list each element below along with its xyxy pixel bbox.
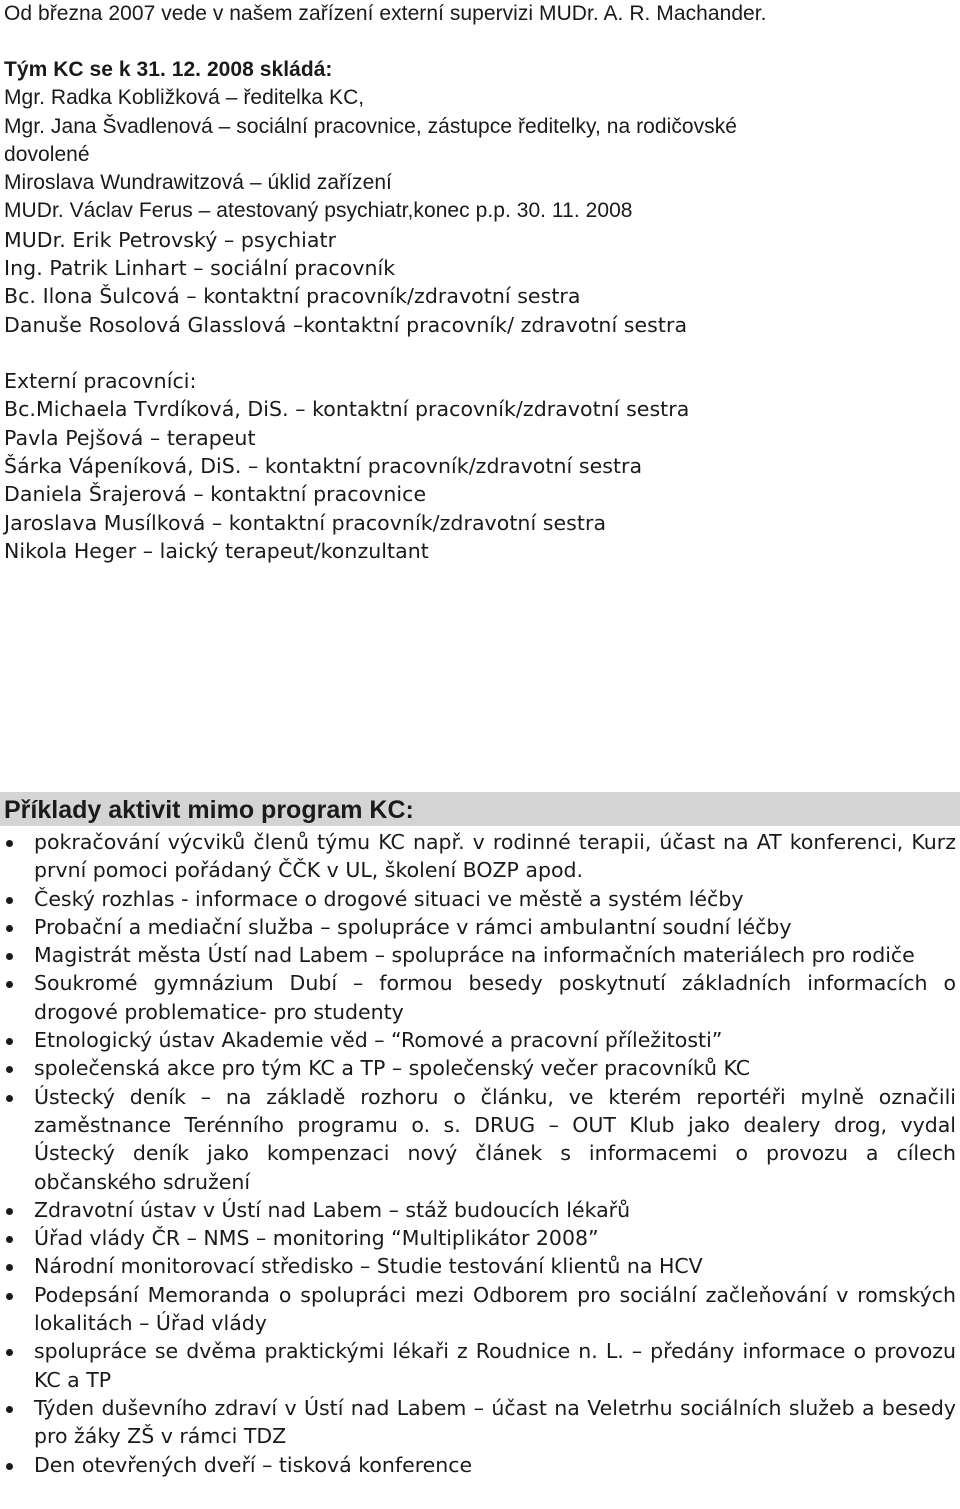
list-item [0,941,960,969]
team-line: Mgr. Radka Kobližková – ředitelka KC, [4,86,365,109]
team-line: dovolené [4,143,90,166]
list-item-text: Český rozhlas - informace o drogové situaci ve městě a systém léčby [34,886,744,911]
list-item [0,1451,960,1479]
bullet-icon [6,1066,13,1073]
bullet-icon [6,925,13,932]
external-line: Pavla Pejšová – terapeut [4,426,256,450]
team-line: Danuše Rosolová Glasslová –kontaktní pracovník/ zdravotní sestra [4,313,688,337]
bullet-icon [6,1208,13,1215]
list-item [0,885,960,913]
bullet-icon [6,1264,13,1271]
bullet-icon [6,1236,13,1243]
bullet-icon [6,1095,13,1102]
list-item [0,1196,960,1224]
bullet-icon [6,897,13,904]
team-line: MUDr. Václav Ferus – atestovaný psychiatr,konec p.p. 30. 11. 2008 [4,199,633,222]
team-line: Mgr. Jana Švadlenová – sociální pracovnice, zástupce ředitelky, na rodičovské [4,115,738,138]
list-item [0,1026,960,1054]
list-item [0,1281,960,1338]
list-item-text: Probační a mediační služba – spolupráce v rámci ambulantní soudní léčby [34,914,792,939]
list-item [0,1252,960,1280]
external-line: Nikola Heger – laický terapeut/konzultant [4,539,429,563]
team-heading: Tým KC se k 31. 12. 2008 skládá: [4,58,333,81]
list-item-text: spolupráce se dvěma praktickými lékaři z Roudnice n. L. – předány informace o provozu KC a TP [34,1339,956,1392]
external-heading: Externí pracovníci: [4,369,197,393]
team-line: MUDr. Erik Petrovský – psychiatr [4,228,337,252]
list-item-text: Magistrát města Ústí nad Labem – spolupráce na informačních materiálech pro rodiče [34,943,915,968]
bullet-icon [6,1293,13,1300]
list-item-text: Zdravotní ústav v Ústí nad Labem – stáž budoucích lékařů [34,1197,631,1222]
list-item [0,828,960,885]
external-line: Šárka Vápeníková, DiS. – kontaktní pracovník/zdravotní sestra [4,454,643,478]
list-item [0,969,960,1026]
list-item-text: Národní monitorovací středisko – Studie testování klientů na HCV [34,1254,703,1279]
bullet-icon [6,1463,13,1470]
bullet-icon [6,1406,13,1413]
list-item [0,1083,960,1196]
bullet-icon [6,1349,13,1356]
list-item-text: společenská akce pro tým KC a TP – společenský večer pracovníků KC [34,1056,751,1081]
activities-list [0,828,960,1479]
list-item-text: Den otevřených dveří – tisková konference [34,1452,473,1477]
external-line: Jaroslava Musílková – kontaktní pracovník/zdravotní sestra [4,511,607,535]
list-item-text: Podepsání Memoranda o spolupráci mezi Odborem pro sociální začleňování v romských lokalitách – Úřad vlády [34,1282,956,1336]
list-item [0,913,960,941]
team-line: Miroslava Wundrawitzová – úklid zařízení [4,171,392,194]
list-item-text: Týden duševního zdraví v Ústí nad Labem – účast na Veletrhu sociálních služeb a besedy pro žáky ZŠ v rámci TDZ [34,1395,956,1449]
team-line: Bc. Ilona Šulcová – kontaktní pracovník/zdravotní sestra [4,284,581,308]
list-item [0,1394,960,1451]
activities-heading: Příklady aktivit mimo program KC: [4,796,414,824]
list-item-text: pokračování výcviků členů týmu KC např. v rodinné terapii, účast na AT konferenci, Kurz první pomoci pořádaný ČČK v UL, školení BOZP apod. [34,830,956,883]
bullet-icon [6,953,13,960]
list-item-text: Etnologický ústav Akademie věd – “Romové a pracovní příležitosti” [34,1028,723,1053]
list-item-text: Soukromé gymnázium Dubí – formou besedy poskytnutí základních informacích o drogové problematice- pro studenty [34,971,956,1024]
intro-paragraph: Od března 2007 vede v našem zařízení externí supervizi MUDr. A. R. Machander. [4,2,767,25]
list-item [0,1224,960,1252]
team-line: Ing. Patrik Linhart – sociální pracovník [4,256,396,280]
bullet-icon [6,840,13,847]
list-item [0,1054,960,1082]
bullet-icon [6,981,13,988]
list-item-text: Ústecký deník – na základě rozhoru o článku, ve kterém reportéři mylně označili zaměstnance Terénního programu o. s. DRUG – OUT Klub jako dealery drog, vydal Ústecký deník jako kompenzaci nový článek s informacemi o provozu a cílech občanského sdružení [34,1084,956,1194]
list-item [0,1337,960,1394]
list-item-text: Úřad vlády ČR – NMS – monitoring “Multiplikátor 2008” [34,1226,599,1251]
external-line: Daniela Šrajerová – kontaktní pracovnice [4,482,427,506]
external-line: Bc.Michaela Tvrdíková, DiS. – kontaktní pracovník/zdravotní sestra [4,397,690,421]
bullet-icon [6,1038,13,1045]
